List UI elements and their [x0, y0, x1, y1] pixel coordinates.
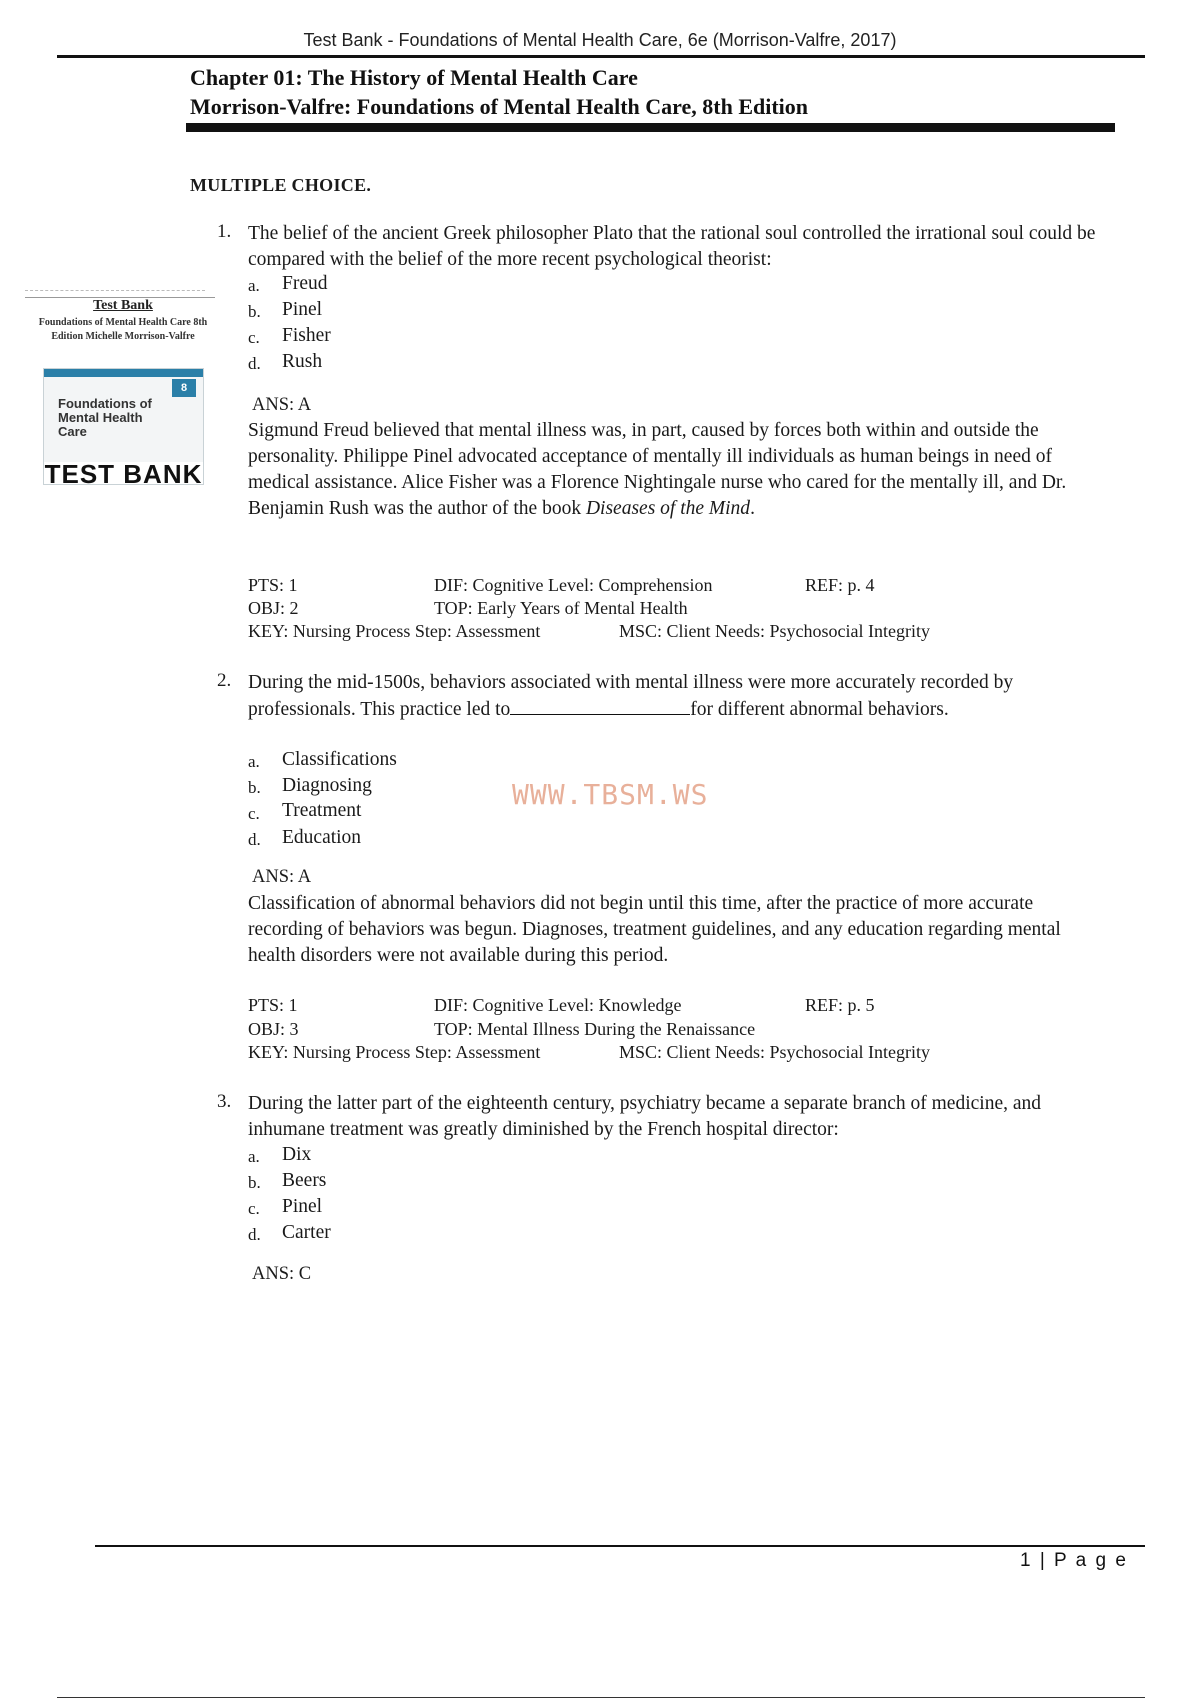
choice-letter: d. [248, 354, 261, 373]
meta-pts: PTS: 1 [248, 575, 298, 595]
choice-letter: a. [248, 752, 260, 771]
page-bottom-rule [57, 1697, 1145, 1698]
choice-letter: b. [248, 302, 261, 321]
answer-key: ANS: A [252, 867, 312, 887]
meta-key: KEY: Nursing Process Step: Assessment [248, 1042, 541, 1062]
meta-pts: PTS: 1 [248, 995, 298, 1015]
choice-text: Classifications [282, 749, 397, 770]
rationale [248, 418, 1098, 522]
meta-obj: OBJ: 2 [248, 598, 299, 618]
choice-letter: b. [248, 1173, 261, 1192]
watermark: WWW.TBSM.WS [512, 778, 709, 811]
choice-letter: a. [248, 1147, 260, 1166]
page-number: 1 | P a g e [1020, 1550, 1128, 1571]
choice-text: Beers [282, 1170, 327, 1191]
choice-text: Diagnosing [282, 775, 372, 796]
choice-letter: d. [248, 1225, 261, 1244]
book-title: Morrison-Valfre: Foundations of Mental Health Care, 8th Edition [190, 94, 809, 119]
rationale-book-title: Diseases of the Mind [585, 498, 751, 519]
cover-edition-badge: 8 [172, 379, 196, 397]
chapter-title: Chapter 01: The History of Mental Health Care [190, 65, 638, 90]
choice-letter: a. [248, 276, 260, 295]
meta-obj: OBJ: 3 [248, 1019, 299, 1039]
meta-msc: MSC: Client Needs: Psychosocial Integrity [619, 621, 930, 641]
meta-ref: REF: p. 4 [805, 575, 875, 595]
choice-letter: c. [248, 804, 260, 823]
rationale-end: . [750, 498, 755, 519]
cover-banner: TEST BANK [44, 459, 203, 485]
answer-key: ANS: A [252, 395, 312, 415]
cover-band [44, 369, 203, 377]
choice-text: Dix [282, 1144, 312, 1165]
choice-text: Pinel [282, 299, 323, 320]
choice-text: Education [282, 827, 362, 848]
running-header: Test Bank - Foundations of Mental Health Care, 6e (Morrison-Valfre, 2017) [303, 30, 897, 50]
question-stem-start: During the mid-1500s, behaviors associated with mental illness were more accurately recorded by professionals. This practice led to [248, 672, 1014, 720]
meta-top: TOP: Mental Illness During the Renaissance [434, 1019, 756, 1039]
answer-key: ANS: C [252, 1264, 312, 1284]
choice-letter: c. [248, 328, 260, 347]
footer-rule [95, 1545, 1145, 1547]
thumbnail-subtitle: Foundations of Mental Health Care 8th Edition Michelle Morrison-Valfre [38, 317, 208, 342]
choice-letter: c. [248, 1199, 260, 1218]
fill-in-blank [510, 696, 690, 715]
choice-text: Carter [282, 1222, 331, 1243]
choice-letter: b. [248, 778, 261, 797]
rationale-text: Sigmund Freud believed that mental illness was, in part, caused by forces both within and outside the personality. Philippe Pinel advocated acceptance of mentally ill individuals as human beings in need of medical assistance. Alice Fisher was a Florence Nightingale nurse who cared for the mentally ill, and Dr. Benjamin Rush was the author of the book [248, 420, 1067, 519]
question-number: 2. [217, 670, 232, 691]
choice-text: Fisher [282, 325, 331, 346]
thumbnail-divider [25, 290, 205, 291]
cover-title: Foundations of Mental Health Care [58, 396, 152, 439]
section-title: MULTIPLE CHOICE. [190, 175, 372, 195]
header-rule [57, 55, 1145, 58]
choice-letter: d. [248, 830, 261, 849]
question-stem [248, 670, 1108, 723]
choice-text: Freud [282, 273, 328, 294]
meta-key: KEY: Nursing Process Step: Assessment [248, 621, 541, 641]
question-stem: During the latter part of the eighteenth century, psychiatry became a separate branch of medicine, and inhumane treatment was greatly diminished by the French hospital director: [248, 1093, 1042, 1140]
choice-text: Pinel [282, 1196, 323, 1217]
meta-msc: MSC: Client Needs: Psychosocial Integrity [619, 1042, 930, 1062]
thumbnail-title: Test Bank [93, 298, 153, 313]
choice-text: Treatment [282, 800, 362, 821]
question-number: 1. [217, 221, 232, 242]
meta-top: TOP: Early Years of Mental Health [434, 598, 688, 618]
question-stem-end: for different abnormal behaviors. [690, 699, 949, 720]
question-number: 3. [217, 1091, 232, 1112]
meta-dif: DIF: Cognitive Level: Knowledge [434, 995, 682, 1015]
book-cover-thumbnail [43, 368, 204, 485]
rationale: Classification of abnormal behaviors did not begin until this time, after the practice of more accurate recording of behaviors was begun. Diagnoses, treatment guidelines, and any education regarding mental health disorders were not available during this period. [248, 893, 1061, 966]
choice-text: Rush [282, 351, 323, 372]
meta-ref: REF: p. 5 [805, 995, 875, 1015]
meta-dif: DIF: Cognitive Level: Comprehension [434, 575, 713, 595]
title-rule [186, 123, 1115, 132]
question-stem: The belief of the ancient Greek philosopher Plato that the rational soul controlled the irrational soul could be compared with the belief of the more recent psychological theorist: [248, 223, 1096, 270]
